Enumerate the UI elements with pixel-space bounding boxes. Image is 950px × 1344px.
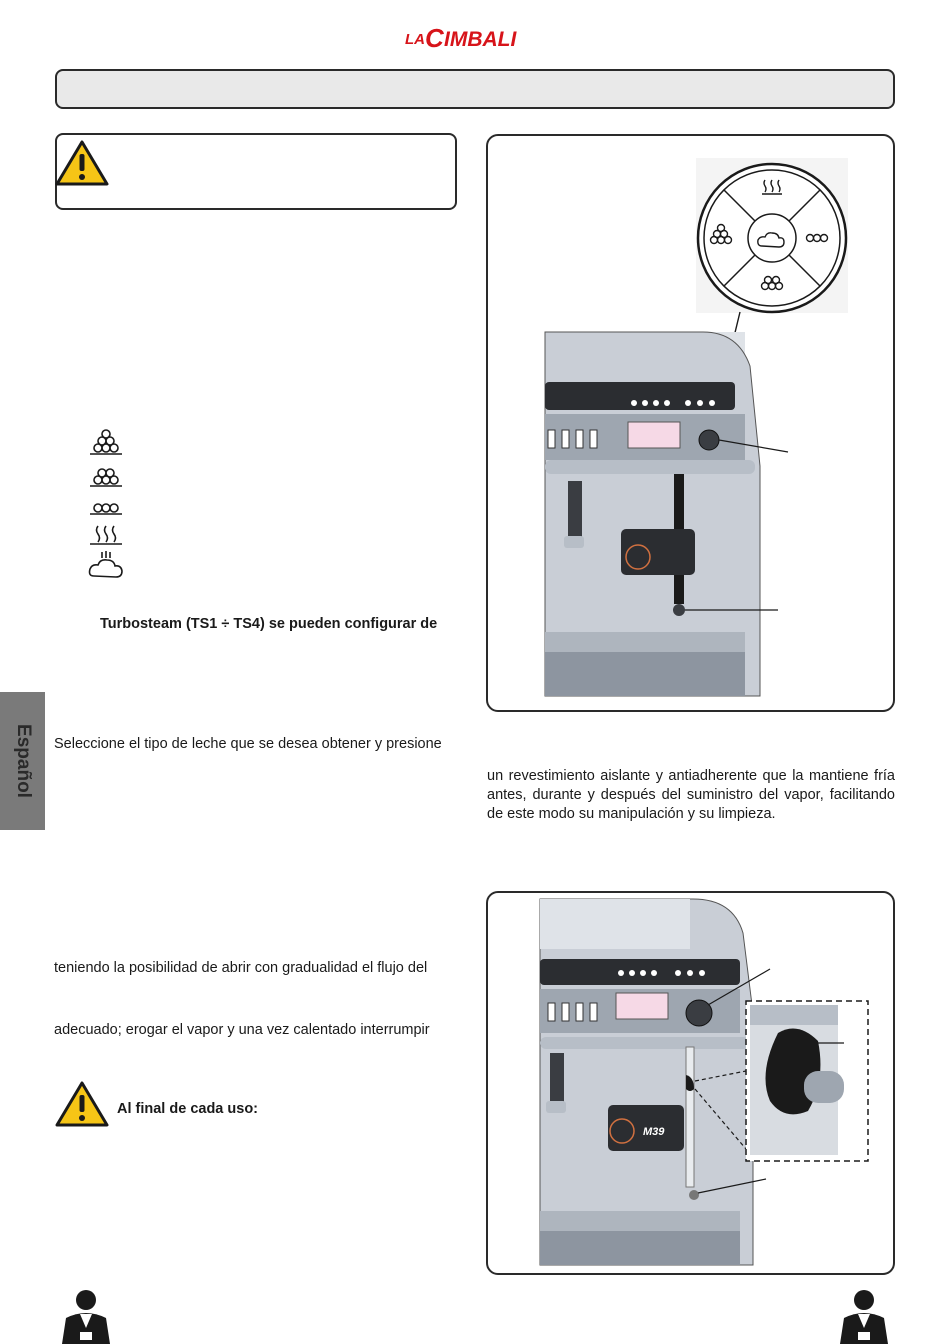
select-milk-line: Seleccione el tipo de leche que se desea obtener y presione — [54, 736, 442, 752]
warning-box — [55, 133, 457, 210]
svg-text:C: C — [425, 23, 444, 53]
adequate-steam-line: adecuado; erogar el vapor y una vez calentado interrumpir — [54, 1022, 430, 1038]
figure-bottom — [486, 891, 895, 1275]
lacimbali-logo — [405, 18, 545, 54]
section-title-bar — [55, 69, 895, 109]
warning-triangle-icon — [55, 139, 109, 187]
turbosteam-line: Turbosteam (TS1 ÷ TS4) se pueden configurar de — [100, 616, 438, 632]
figure-top — [486, 134, 895, 712]
machine-display-label: M39 — [643, 1126, 665, 1138]
svg-text:LA: LA — [405, 31, 425, 48]
svg-text:IMBALI: IMBALI — [444, 28, 517, 51]
barista-icon — [56, 1288, 116, 1344]
gradual-flow-line: teniendo la posibilidad de abrir con gradualidad el flujo del — [54, 960, 428, 976]
steam-icon — [90, 526, 122, 544]
milk-foam-light-icon — [90, 504, 122, 514]
steam-cloud-icon — [90, 551, 123, 577]
language-tab-label: Español — [12, 724, 34, 798]
steam-wand-description: un revestimiento aislante y antiadherente que la mantiene fría antes, durante y después del suministro del vapor, facilitando de este modo su manipulación y su limpieza. — [487, 768, 895, 822]
barista-icon — [834, 1288, 894, 1344]
warning-triangle-icon — [55, 1080, 109, 1128]
end-of-use-heading: Al final de cada uso: — [117, 1101, 258, 1117]
milk-type-icons — [86, 426, 130, 582]
milk-foam-dense-icon — [90, 430, 122, 454]
language-tab — [0, 692, 45, 830]
milk-foam-medium-icon — [90, 469, 122, 486]
